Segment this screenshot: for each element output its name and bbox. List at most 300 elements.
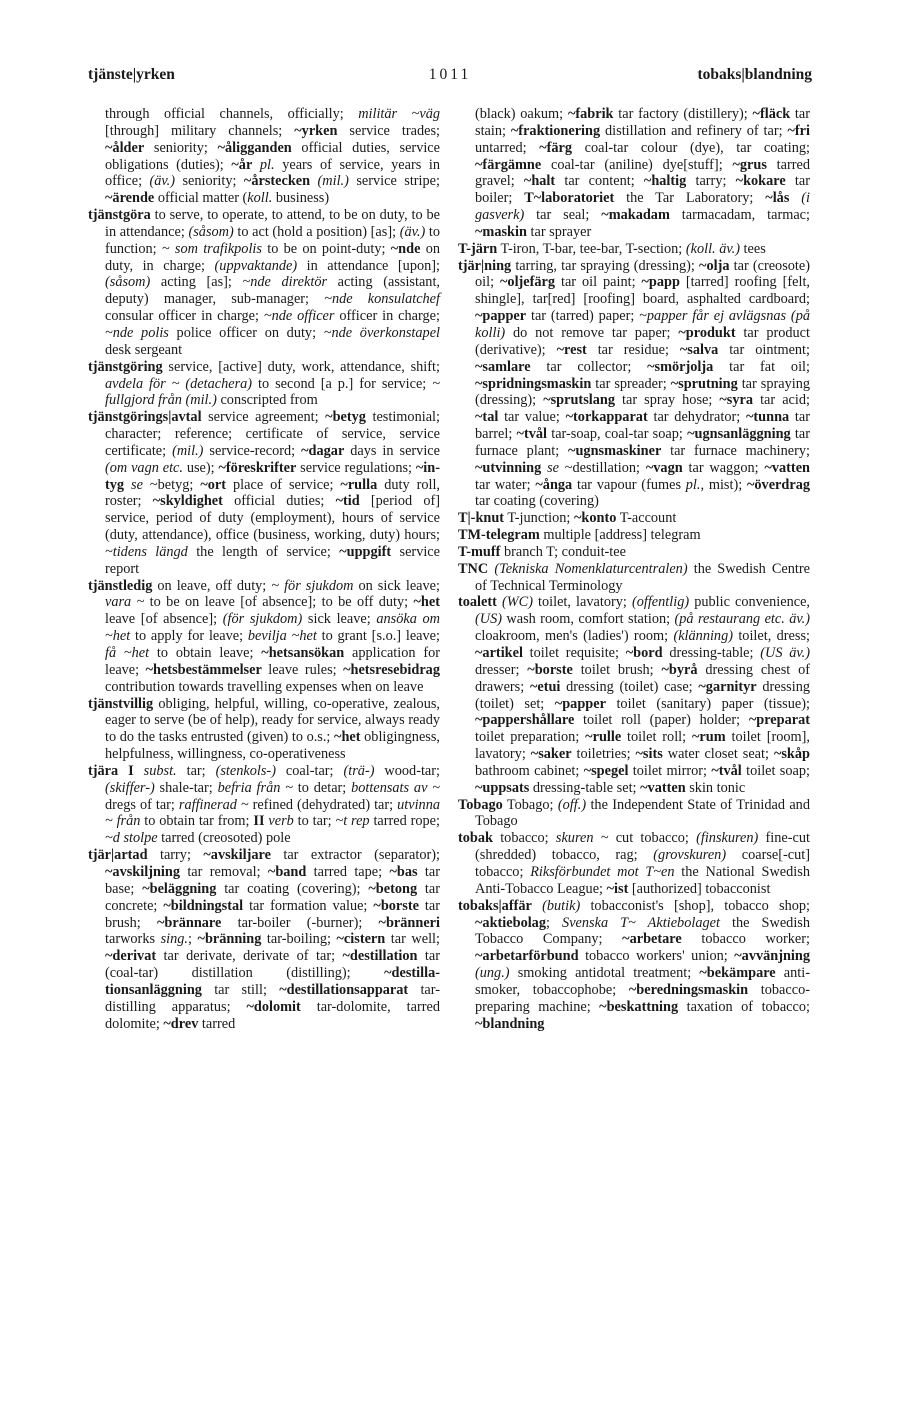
headword: ~bekämpare	[699, 965, 776, 982]
italic-phrase: (grovskuren)	[653, 847, 727, 864]
entry-text: tar (tarred) paper;	[526, 308, 640, 325]
entry-text: toilet, lavatory;	[532, 594, 632, 611]
entry-text: tar-boiling;	[261, 931, 337, 948]
entry-text: tarmacadam, tarmac;	[669, 207, 810, 224]
entry-text: tar sprayer	[526, 223, 592, 240]
italic-phrase: ansöka om ~het	[105, 611, 440, 645]
entry-text: the Swedish Centre of Technical Terminology	[475, 560, 810, 594]
entry-text: contribution towards travelling expenses when on leave	[105, 678, 424, 695]
headword: ~etui	[529, 678, 561, 695]
headword: T-muff	[458, 543, 501, 560]
headword: ~maskin	[475, 223, 527, 240]
headword: tobaks|affär	[458, 897, 532, 914]
headword: ~smörjolja	[647, 358, 714, 375]
entry-text: the length of service;	[187, 543, 340, 560]
entry-text: toilet roll;	[621, 729, 692, 746]
entry-text: seniority;	[144, 139, 218, 156]
headword: ~beläggning	[142, 880, 217, 897]
entry-text: Tobago;	[502, 796, 558, 813]
entry-text: tar;	[176, 762, 216, 779]
entry-text: service regulations;	[296, 459, 416, 476]
headword: tjänstledig	[88, 577, 153, 594]
italic-phrase: (för sjukdom)	[222, 611, 303, 628]
headword: ~syra	[719, 392, 754, 409]
entry-text: tar fat oil;	[713, 358, 810, 375]
headword: tjär|artad	[88, 847, 148, 864]
headword: ~nde	[390, 240, 421, 257]
entry-text: tar-soap, coal-tar soap;	[547, 426, 688, 443]
headword: ~utvinning	[475, 459, 542, 476]
entry-text: toilet [room], lavatory;	[475, 729, 811, 763]
headword: ~fri	[787, 122, 810, 139]
headword: ~preparat	[748, 712, 810, 729]
entry-text: tar collector;	[530, 358, 648, 375]
headword: ~avvänjning	[734, 948, 810, 965]
entry-text: [tarred] roofing [felt, shingle], tar[red] [roofing] board, asphalted cardboard;	[475, 274, 810, 308]
headword: ~fläck	[752, 106, 791, 122]
entry-text: tar spray hose;	[614, 392, 720, 409]
entry-text: toilet roll (paper) holder;	[574, 712, 749, 729]
headword: ~överdrag	[746, 476, 810, 493]
entry-text: tar still;	[201, 981, 280, 998]
entry-text: tar factory (distillery);	[613, 106, 753, 122]
headword: ~rest	[556, 341, 587, 358]
entry-text: [through] military channels;	[105, 122, 295, 139]
headword: ~destillationsanläggning	[105, 965, 440, 998]
headword: ~bränning	[197, 931, 262, 948]
headword: Tobago	[458, 796, 503, 813]
entry-text: tar vapour (fumes	[572, 476, 686, 493]
italic-phrase: få ~het	[105, 645, 150, 661]
entry-text: toiletries;	[571, 746, 636, 763]
headword: tjänstgöring	[88, 358, 163, 375]
entry-text: tar acid;	[753, 392, 810, 409]
dictionary-entry	[458, 594, 810, 796]
entry-text: on leave, off duty;	[152, 577, 272, 594]
entry-text: coal-tar;	[275, 762, 344, 779]
entry-text: dressing-table;	[662, 645, 761, 661]
entry-text: to tar;	[293, 813, 336, 830]
entry-text: acting [as];	[150, 274, 243, 291]
italic-phrase: pl.	[685, 476, 701, 493]
entry-text: do not remove tar paper;	[505, 324, 679, 341]
headword: ~sprutslang	[543, 392, 615, 409]
italic-phrase: (i gasverk)	[475, 190, 810, 224]
page-number: 1011	[428, 66, 472, 83]
headword: ~garnityr	[698, 678, 757, 695]
entry-text: tar product (derivative);	[475, 324, 810, 358]
headword: ~destillationsapparat	[279, 981, 409, 998]
entry-text	[789, 190, 801, 206]
dictionary-entry	[458, 544, 810, 561]
entry-text: tar spraying (dressing);	[475, 375, 810, 409]
entry-text: coarse[-cut] tobacco;	[475, 847, 810, 880]
headword: ~rulle	[585, 729, 622, 746]
italic-phrase: (klänning)	[673, 628, 733, 645]
entry-text: application for leave;	[105, 645, 440, 678]
headword: ~skåp	[773, 746, 810, 763]
entry-text: to second [a p.] for service;	[252, 375, 433, 392]
italic-phrase: (uppvaktande)	[214, 257, 298, 274]
entry-text: tar (creosote) oil;	[475, 257, 810, 291]
entry-text: skin tonic	[685, 779, 746, 796]
left-guide-word: tjänste|yrken	[88, 66, 175, 83]
entry-text: tar dehydrator;	[647, 409, 746, 426]
italic-phrase: ~nde officer	[263, 308, 335, 325]
headword: ~ort	[200, 476, 227, 493]
headword: ~olja	[699, 257, 730, 274]
headword: ~haltig	[643, 173, 687, 190]
headword: ~makadam	[601, 207, 670, 224]
entry-text: dressing-table set;	[529, 779, 641, 796]
headword: ~fraktionering	[510, 122, 601, 139]
headword: ~ist	[606, 880, 629, 897]
entry-text: , mist);	[700, 476, 747, 493]
italic-phrase: befria från ~	[217, 779, 293, 796]
entry-text: leave [of absence];	[105, 611, 223, 628]
left-column	[88, 106, 440, 1032]
entry-text: smoking antidotal treatment;	[509, 965, 700, 982]
headword: ~papper	[554, 695, 606, 712]
headword: ~hetsansökan	[261, 645, 345, 661]
entry-text: toilet requisite;	[522, 645, 626, 661]
entry-text: tar waggon;	[682, 459, 765, 476]
entry-text: officer in charge;	[334, 308, 440, 325]
italic-phrase: ~ för sjukdom	[271, 577, 354, 594]
headword: ~fabrik	[567, 106, 614, 122]
entry-text: duty roll, roster;	[105, 476, 440, 510]
italic-phrase: (WC)	[501, 594, 533, 611]
entry-text: tar ointment;	[718, 341, 811, 358]
headword: ~konto	[573, 510, 617, 527]
entry-text: obliging, helpful, willing, co-operative, zealous, eager to serve (be of help), ready for service, always ready to do the tasks entrusted (given) to o.s.;	[105, 695, 441, 746]
entry-text: tar derivate, derivate of tar;	[156, 948, 343, 965]
entry-text: business)	[272, 190, 330, 207]
headword: ~uppsats	[475, 779, 530, 796]
entry-text: wood-tar;	[374, 762, 441, 779]
headword: ~föreskrifter	[218, 459, 297, 476]
dictionary-entry	[458, 241, 810, 258]
entry-text: tar seal;	[524, 207, 602, 224]
headword: ~tvål	[516, 426, 548, 443]
italic-phrase: ~t rep	[335, 813, 370, 830]
italic-phrase: ~nde konsulatchef	[324, 291, 441, 308]
headword: ~avskiljning	[105, 863, 180, 880]
entry-text: the Tar Laboratory;	[614, 190, 766, 207]
entry-text: public convenience,	[689, 594, 811, 611]
italic-phrase: (ung.)	[475, 965, 510, 982]
headword: ~tvål	[711, 762, 742, 779]
headword: tjänstgörings|avtal	[88, 409, 202, 426]
entry-text: toilet mirror;	[628, 762, 712, 779]
italic-phrase: (finskuren)	[696, 830, 759, 847]
italic-phrase: (koll. äv.)	[685, 240, 740, 257]
entry-text: (black) oakum;	[475, 106, 568, 122]
entry-text: desk sergeant	[105, 341, 183, 358]
italic-phrase: ~nde överkonstapel	[323, 324, 441, 341]
entry-text: official matter (	[154, 190, 248, 207]
headword: ~blandning	[475, 1015, 545, 1032]
entry-text: to act (hold a position) [as];	[233, 223, 400, 240]
headword: ~arbetare	[622, 931, 682, 948]
entry-text: to function;	[105, 223, 440, 257]
entry-text: taxation of tobacco;	[678, 998, 810, 1015]
entry-text: to apply for leave;	[130, 628, 248, 645]
dictionary-entry	[88, 847, 440, 1032]
headword: tjänstgöra	[88, 207, 151, 224]
entry-text: tar value;	[498, 409, 566, 426]
headword: ~betyg	[325, 409, 366, 426]
italic-phrase: (mil.)	[172, 442, 204, 459]
entry-text: consular officer in charge;	[105, 308, 264, 325]
italic-phrase: ~nde polis	[105, 324, 169, 341]
headword: ~torkapparat	[565, 409, 648, 426]
entry-text: official duties, service obligations (duties);	[105, 139, 440, 173]
italic-phrase: (på restaurang etc. äv.)	[674, 611, 810, 628]
entry-text: branch T; conduit-tee	[500, 543, 626, 560]
entry-text: tar stain;	[475, 106, 811, 139]
headword: ~intyg	[105, 459, 440, 493]
entry-text: fine-cut (shredded) tobacco, rag;	[475, 830, 810, 864]
italic-phrase: ~tidens längd	[105, 543, 188, 560]
entry-text: wash room, comfort station;	[502, 611, 675, 628]
entry-text: tar-boiler (-burner);	[221, 914, 379, 931]
entry-text: coal-tar (aniline) dye[stuff];	[541, 156, 733, 173]
entry-text: sick leave;	[302, 611, 377, 628]
headword: ~uppgift	[339, 543, 392, 560]
headword: ~skyldighet	[152, 493, 223, 510]
entry-text	[124, 477, 131, 493]
headword: ~tunna	[745, 409, 790, 426]
entry-text: tar removal;	[179, 863, 268, 880]
headword: ~betong	[368, 880, 418, 897]
italic-phrase: avdela för ~ (detachera)	[105, 375, 253, 392]
entry-text: service stripe;	[348, 173, 440, 190]
headword: ~bränneri	[378, 914, 440, 931]
entry-text: shale-tar;	[154, 779, 218, 796]
italic-phrase: militär ~väg	[358, 106, 440, 122]
entry-text: ~betyg;	[142, 476, 201, 493]
entry-text: dressing (toilet) case;	[560, 678, 699, 695]
entry-text: tar boiler;	[475, 173, 810, 207]
dictionary-entry	[88, 207, 440, 359]
italic-phrase: (butik)	[542, 897, 581, 914]
italic-phrase: (US äv.)	[760, 645, 810, 661]
headword: ~oljefärg	[499, 274, 556, 291]
entry-text: water closet seat;	[662, 746, 774, 763]
entry-text: T-iron, T-bar, tee-bar, T-section;	[497, 240, 686, 257]
headword: ~dagar	[301, 442, 345, 459]
headword: ~hetsbestämmelser	[145, 661, 262, 678]
entry-text: toilet preparation;	[475, 729, 586, 746]
italic-phrase: sing.	[160, 931, 188, 948]
italic-phrase: bottensats av ~	[351, 779, 440, 796]
headword: ~byrå	[661, 661, 698, 678]
headword: ~årstecken	[243, 173, 311, 190]
entry-text: tar content;	[555, 173, 644, 190]
dictionary-entry	[458, 258, 810, 511]
entry-text: cloakroom, men's (ladies') room;	[475, 628, 674, 645]
entry-text: tar furnace plant;	[475, 426, 810, 459]
italic-phrase: verb	[268, 813, 294, 830]
entry-text: the Independent State of Trinidad and Tobago	[475, 796, 810, 830]
entry-text: tar (coal-tar) distillation (distilling);	[105, 948, 440, 982]
headword: TNC	[458, 560, 489, 577]
italic-phrase: (om vagn etc.	[105, 459, 183, 476]
entry-text: tees	[739, 240, 766, 257]
italic-phrase: (äv.)	[149, 173, 176, 190]
headword: ~brännare	[156, 914, 222, 931]
italic-phrase: ~d stolpe	[105, 830, 158, 847]
entry-text: acting (assistant, deputy) manager, sub-manager;	[105, 274, 440, 308]
entry-text: to detar;	[292, 779, 352, 796]
entry-text: testimonial; character; reference; certificate of service, service certificate;	[105, 409, 440, 459]
headword: ~vagn	[645, 459, 683, 476]
headword: ~spegel	[583, 762, 629, 779]
italic-phrase: (äv.)	[399, 223, 426, 240]
italic-phrase: utvinna ~ från	[105, 796, 440, 830]
entry-text: tar water;	[475, 476, 536, 493]
entry-text: tobacco;	[492, 830, 556, 847]
entry-text: on sick leave;	[353, 577, 440, 594]
entry-text: official duties;	[222, 493, 336, 510]
headword: ~halt	[523, 173, 556, 190]
entry-text: tarred (creosoted) pole	[157, 830, 291, 847]
entry-text: leave rules;	[261, 661, 344, 678]
headword: ~sprutning	[670, 375, 738, 392]
entry-text: tarring, tar spraying (dressing);	[511, 257, 700, 274]
entry-text	[532, 898, 542, 914]
entry-text: tarworks	[105, 931, 161, 948]
italic-phrase: ~nde direktör	[242, 274, 328, 291]
entry-text: tarry;	[686, 173, 736, 190]
entry-text: dregs of tar;	[105, 796, 179, 813]
italic-phrase: (såsom)	[188, 223, 234, 240]
dictionary-entry	[458, 797, 810, 831]
italic-phrase: Riksförbundet mot T~en	[530, 863, 675, 880]
entry-text: ;	[545, 914, 563, 931]
entry-text: tarred tape;	[306, 863, 390, 880]
italic-phrase: (off.)	[557, 796, 587, 813]
headword: ~tid	[335, 493, 360, 510]
entry-text: dressing (toilet) set;	[475, 678, 810, 712]
headword: T~laboratoriet	[524, 190, 615, 207]
entry-text: to be on leave [of absence]; to be off duty;	[144, 594, 414, 611]
entry-text: service agreement;	[201, 409, 326, 426]
headword: ~saker	[530, 746, 572, 763]
entry-text: T-junction;	[504, 510, 574, 527]
headword: ~ugnsmaskiner	[568, 442, 662, 459]
entry-text: untarred;	[475, 139, 540, 156]
entry-text: service-record;	[203, 442, 302, 459]
headword: ~aktiebolag	[475, 914, 546, 931]
headword: tobak	[458, 830, 493, 847]
entry-text: T-account	[616, 510, 677, 527]
entry-text: tar base;	[105, 863, 440, 897]
headword: ~färg	[539, 139, 573, 156]
headword: toalett	[458, 594, 497, 611]
italic-phrase: (mil.)	[317, 173, 349, 190]
headword: ~spridningsmaskin	[475, 375, 592, 392]
entry-text: toilet soap;	[741, 762, 810, 779]
entry-text: to be on point-duty;	[261, 240, 391, 257]
italic-phrase: koll.	[247, 190, 273, 207]
italic-phrase: (skiffer-)	[105, 779, 155, 796]
italic-phrase: ~ fullgjord från (mil.)	[105, 375, 440, 409]
italic-phrase: subst.	[143, 762, 177, 779]
italic-phrase: Svenska T~ Aktiebolaget	[562, 914, 720, 931]
entry-text: dressing chest of drawers;	[475, 661, 810, 695]
headword: ~år	[231, 156, 253, 173]
dictionary-entry	[88, 696, 440, 763]
entry-text: tar concrete;	[105, 880, 441, 914]
dictionary-entry	[88, 763, 440, 847]
italic-phrase: (trä-)	[343, 762, 375, 779]
italic-phrase: (såsom)	[105, 274, 151, 291]
entry-text: toilet (sanitary) paper (tissue);	[605, 695, 810, 712]
dictionary-entry	[458, 527, 810, 544]
headword: ~destillation	[342, 948, 418, 965]
headword: tjär|ning	[458, 257, 512, 274]
entry-text: [period of] service, period of duty (employment), hours of service (duty, attendance), office (business, working, duty) hours;	[105, 493, 440, 544]
entry-text: tarred rope;	[369, 813, 440, 830]
dictionary-entry	[458, 561, 810, 595]
italic-phrase: skuren ~	[555, 830, 609, 847]
headword: ~ärende	[105, 190, 155, 207]
italic-phrase: vara ~	[105, 594, 145, 611]
dictionary-entry	[88, 409, 440, 577]
entry-text: tarred	[198, 1015, 236, 1032]
entry-text: tar coating (covering)	[475, 493, 599, 510]
headword: ~rulla	[340, 476, 378, 493]
entry-text: use);	[182, 459, 219, 476]
entry-text: tar formation value;	[243, 897, 374, 914]
entry-text: tarry;	[147, 847, 204, 864]
entry-text: tar barrel;	[475, 409, 811, 443]
entry-text: tarred gravel;	[475, 156, 810, 190]
entry-text: tar brush;	[105, 897, 441, 931]
headword: ~hetsresebidrag	[343, 661, 440, 678]
entry-text: toilet brush;	[572, 661, 662, 678]
entry-text: through official channels, officially;	[105, 106, 359, 122]
entry-text: service, [active] duty, work, attendance, shift;	[162, 358, 440, 375]
entry-text: police officer on duty;	[168, 324, 324, 341]
headword: ~derivat	[105, 948, 157, 965]
headword: ~cistern	[336, 931, 386, 948]
entry-text: dresser;	[475, 661, 528, 678]
entry-text: on duty, in charge;	[105, 240, 440, 274]
headword: II	[253, 813, 265, 830]
headword: T|-knut	[458, 510, 505, 527]
headword: ~kokare	[735, 173, 786, 190]
entry-text: tar oil paint;	[555, 274, 642, 291]
headword: ~arbetarförbund	[475, 948, 579, 965]
italic-phrase: se	[131, 476, 143, 493]
headword: ~papper	[475, 308, 527, 325]
headword: ~färgämne	[475, 156, 542, 173]
headword: ~het	[413, 594, 440, 611]
entry-text: tobacco-preparing machine;	[475, 981, 810, 1015]
entry-text: the Swedish Tobacco Company;	[475, 914, 811, 948]
headword: ~salva	[679, 341, 719, 358]
headword: ~artikel	[475, 645, 523, 661]
dictionary-entry	[458, 898, 810, 1033]
dictionary-entry	[458, 106, 810, 241]
italic-phrase: (Tekniska Nomenklaturcentralen)	[494, 560, 688, 577]
headword: ~beredningsmaskin	[628, 981, 749, 998]
entry-text	[252, 157, 260, 173]
entry-text: tar residue;	[586, 341, 680, 358]
